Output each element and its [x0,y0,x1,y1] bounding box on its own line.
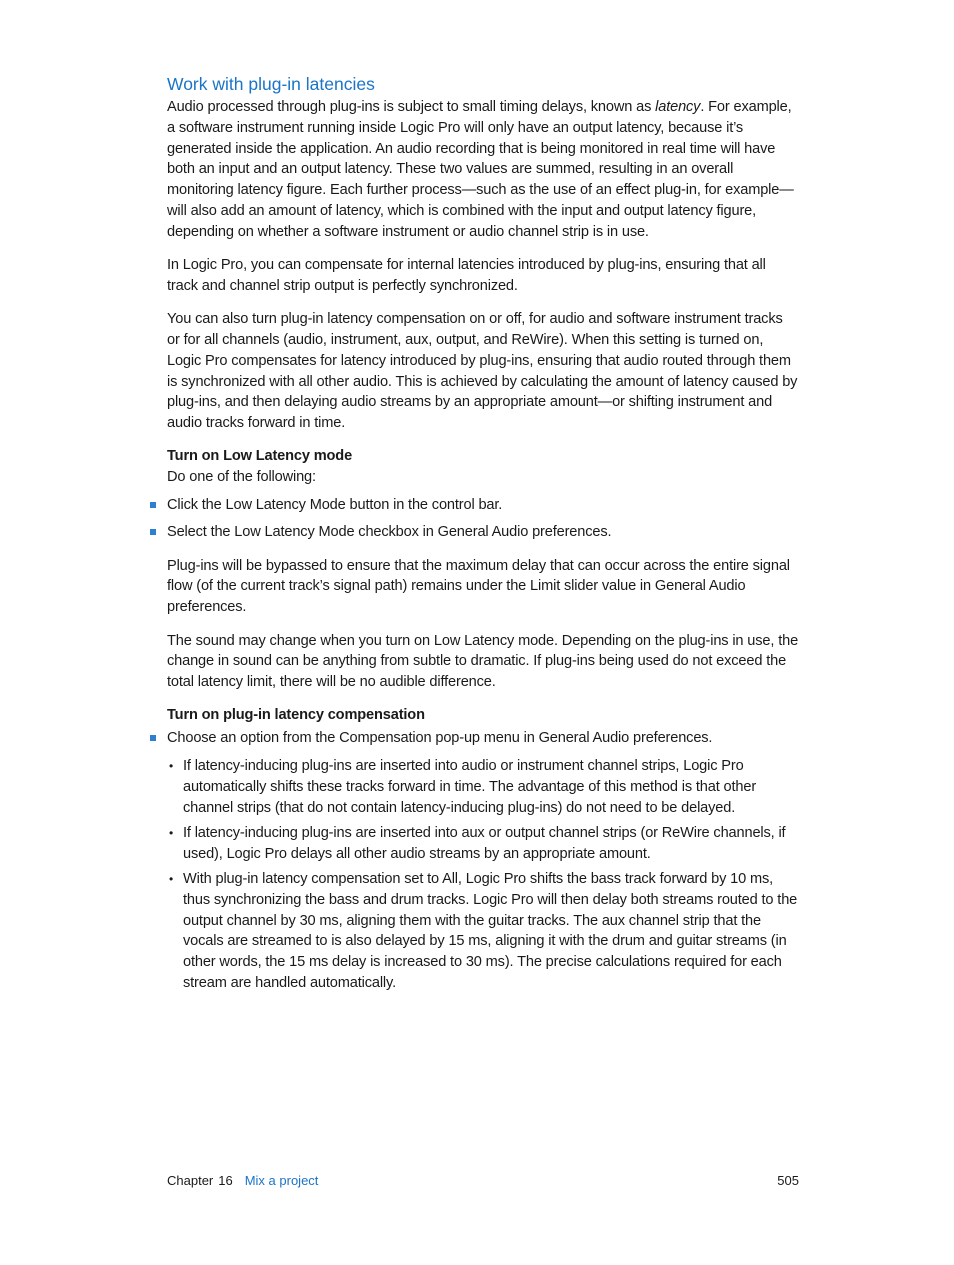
list-item-text: Choose an option from the Compensation pop-up menu in General Audio preferences. [167,730,713,747]
square-bullet-icon [150,735,156,741]
task-heading-low-latency: Turn on Low Latency mode [167,448,353,465]
intro-paragraph-3: You can also turn plug-in latency compensation on or off, for audio and software instrument tracks or for all channels (audio, instrument, aux, output, and ReWire). When this setting is turned on, Logic Pro compensates for latency introduced by plug-ins, ensuring that audio routed through them is synchronized with all other audio. This is achieved by calculating the amount of latency caused by plug-ins, and then delaying audio streams by an appropriate amount—or shifting instrument and audio tracks forward in time. [167,311,798,432]
square-bullet-icon [150,529,156,535]
sub-list-item-text: If latency-inducing plug-ins are inserted into aux or output channel strips (or ReWire channels, if used), Logic Pro delays all other audio streams by an appropriate amount. [183,824,786,862]
chapter-label: Chapter [167,1173,214,1188]
page-number: 505 [777,1173,799,1188]
chapter-title-link[interactable]: Mix a project [244,1173,319,1188]
compensation-steps [167,728,799,994]
list-item [167,728,799,994]
compensation-subitems [169,756,799,994]
sub-list-item-text: If latency-inducing plug-ins are inserted into audio or instrument channel strips, Logic Pro automatically shifts these tracks forward in time. The advantage of this method is that other channel strips (that do not contain latency-inducing plug-ins) do not need to be delayed. [183,758,757,816]
dot-bullet-icon: • [169,825,174,840]
low-latency-paragraph-2: The sound may change when you turn on Low Latency mode. Depending on the plug-ins in use, the change in sound can be anything from subtle to dramatic. If plug-ins being used do not exceed the total latency limit, there will be no audible difference. [167,632,799,691]
low-latency-paragraph-1: Plug-ins will be bypassed to ensure that the maximum delay that can occur across the entire signal flow (of the current track’s signal path) remains under the Limit slider value in General Audio preferences. [167,557,790,616]
intro-text-b: . For example, a software instrument running inside Logic Pro will only have an output latency, because it’s generated inside the application. An audio recording that is being monitored in real time will have both an input and an output latency. These two values are summed, resulting in an overall monitoring latency figure. Each further process—such as the use of an effect plug-in, for example—will also add an amount of latency, which is combined with the input and output latency figure, depending on whether a software instrument or audio channel strip is in use. [167,99,794,240]
sub-list-item [169,823,799,865]
square-bullet-icon [150,502,156,508]
latency-term: latency [655,99,701,115]
intro-paragraph-2: In Logic Pro, you can compensate for internal latencies introduced by plug-ins, ensuring that all track and channel strip output is perfectly synchronized. [167,257,766,294]
page-content [167,73,799,1000]
task-heading-compensation: Turn on plug-in latency compensation [167,707,425,724]
intro-paragraph-1 [167,97,799,243]
list-item-text: Select the Low Latency Mode checkbox in General Audio preferences. [167,524,612,541]
list-item-text: Click the Low Latency Mode button in the control bar. [167,497,503,514]
dot-bullet-icon: • [169,872,174,886]
dot-bullet-icon: • [169,759,174,774]
list-item [167,522,799,543]
section-title: Work with plug-in latencies [167,74,375,94]
low-latency-steps [167,495,799,543]
intro-text-a: Audio processed through plug-ins is subject to small timing delays, known as [167,99,656,115]
sub-list-item [169,756,799,818]
page-footer [167,1172,799,1190]
task-intro-low-latency: Do one of the following: [167,469,316,486]
sub-list-item [169,869,799,994]
list-item [167,495,799,516]
chapter-number: 16 [218,1173,233,1188]
sub-list-item-text: With plug-in latency compensation set to All, Logic Pro shifts the bass track forward by 10 ms, thus synchronizing the bass and drum tracks. Logic Pro will then delay both streams routed to the output channel by 30 ms, aligning them with the guitar tracks. The aux channel strip that the vocals are streamed to is also delayed by 15 ms, aligning it with the drum and guitar streams (in other words, the 15 ms delay is increased to 30 ms). The precise calculations required for each stream are handled automatically. [183,871,798,991]
